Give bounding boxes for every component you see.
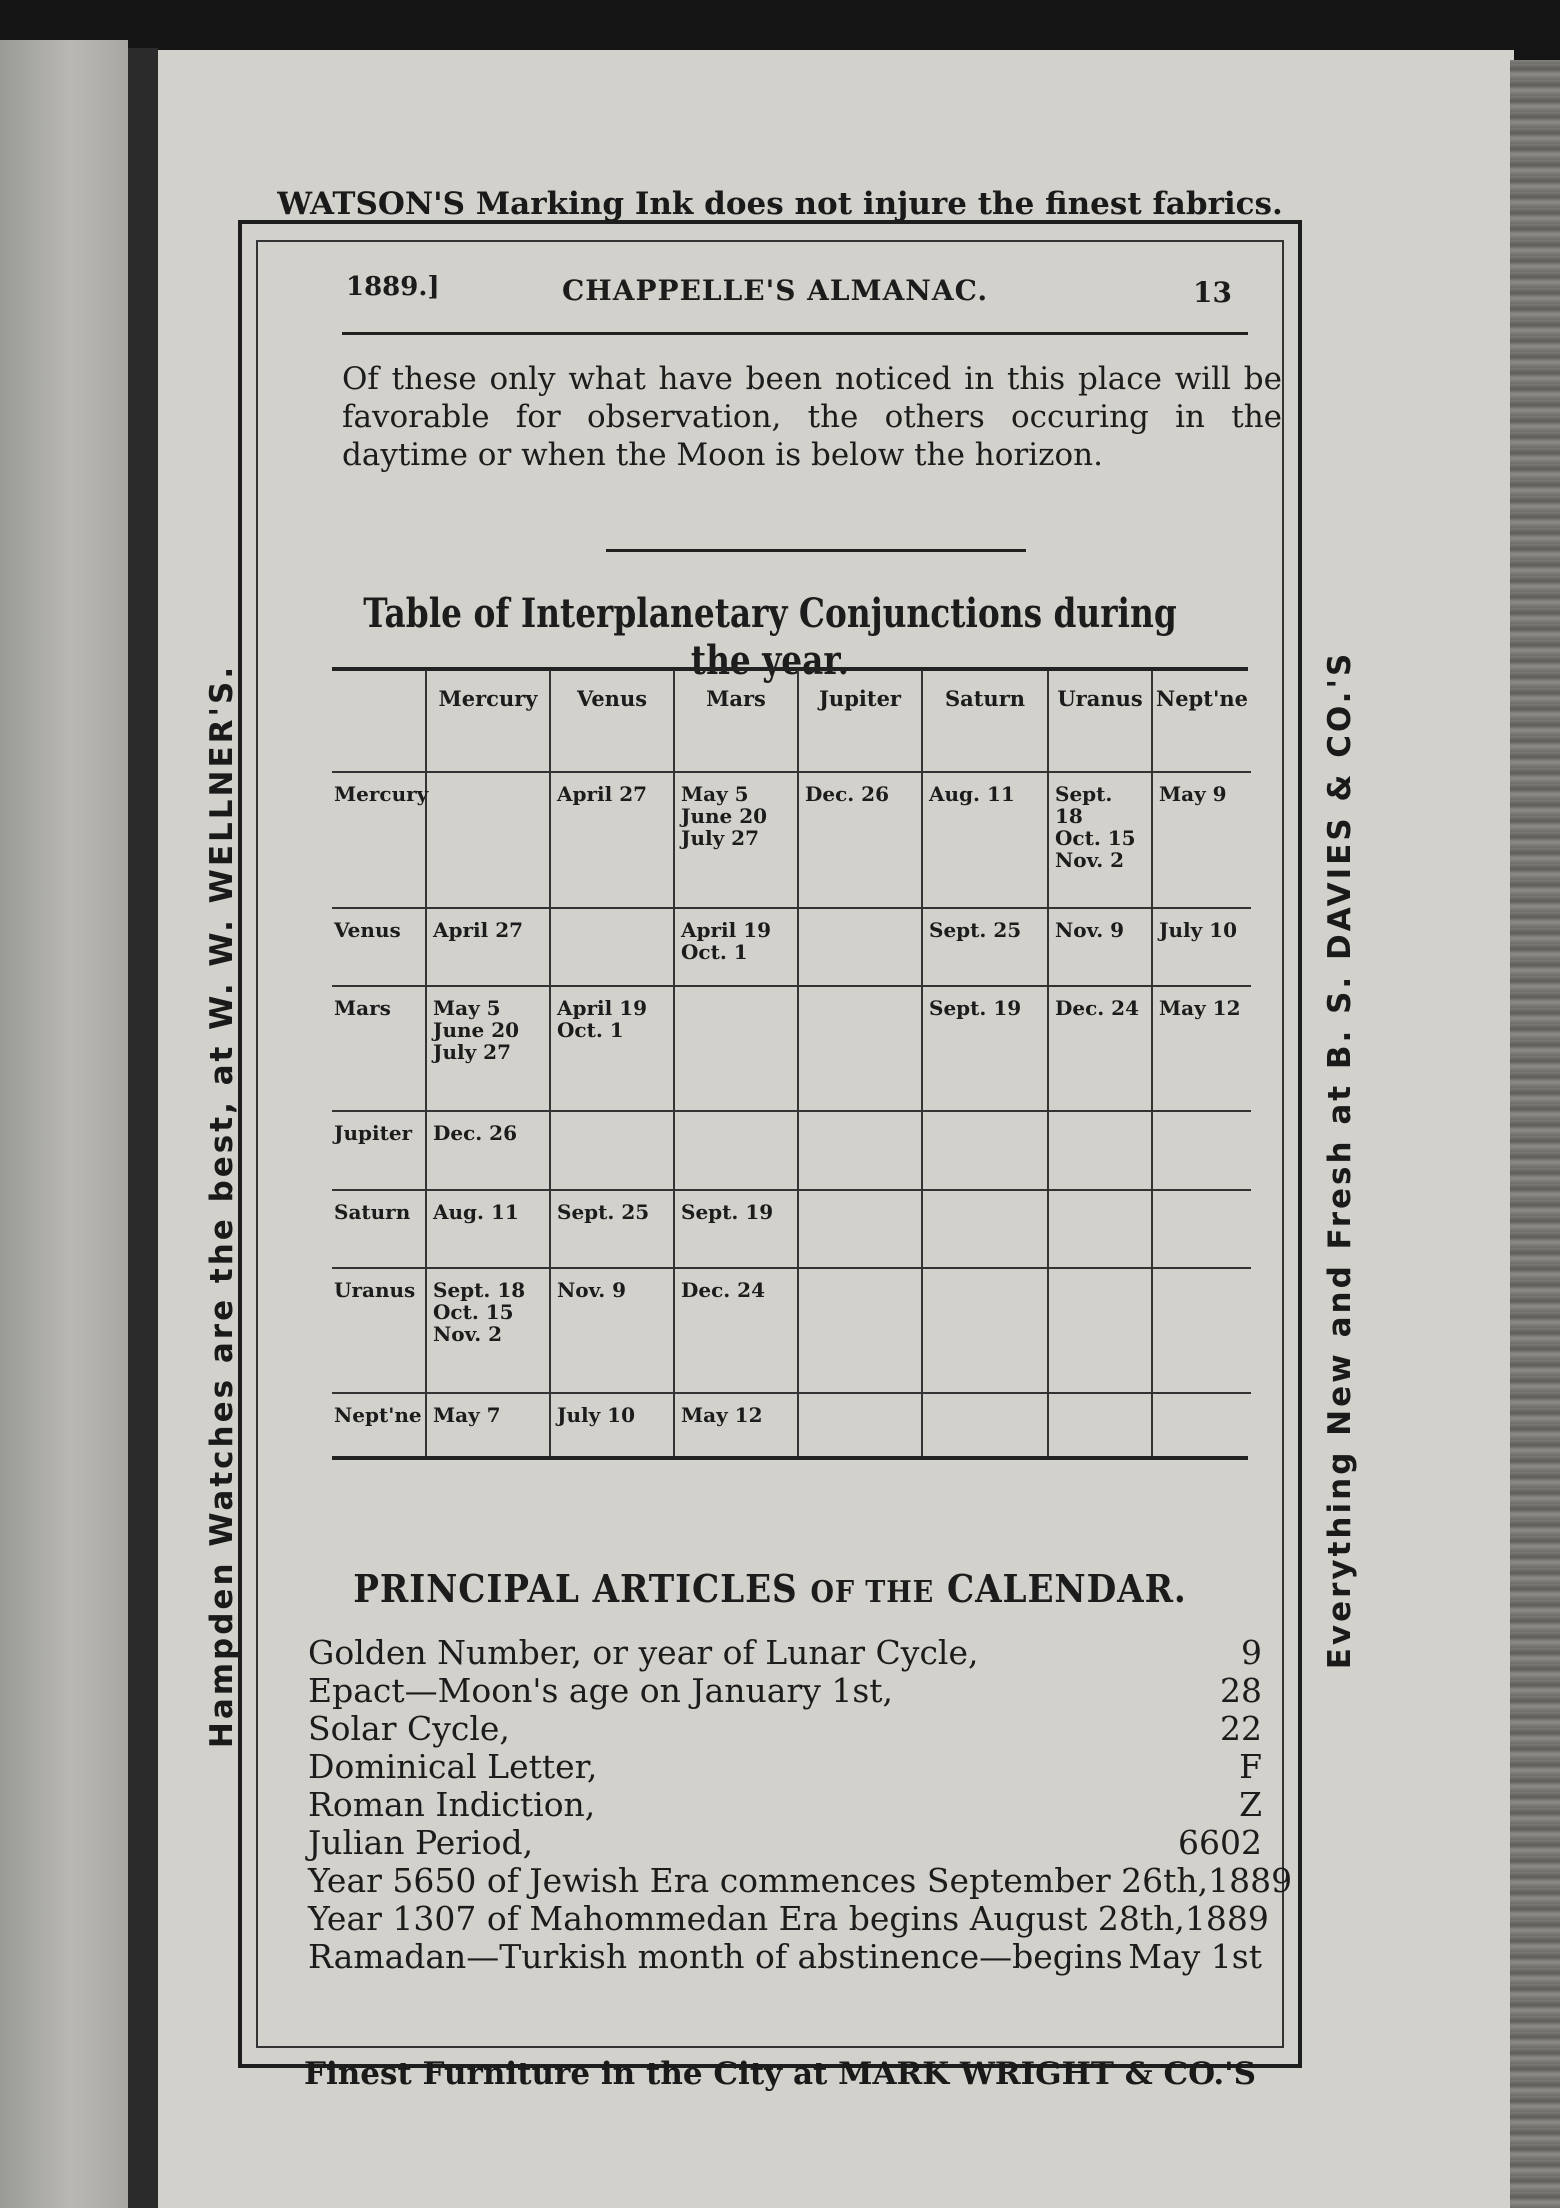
table-cell xyxy=(1048,1393,1152,1456)
header-title: CHAPPELLE'S ALMANAC. xyxy=(562,274,989,307)
table-cell: Dec. 24 xyxy=(1048,986,1152,1111)
table-cell: Aug. 11 xyxy=(426,1190,550,1268)
table-cell: May 9 xyxy=(1152,772,1251,908)
table-cell xyxy=(798,1268,922,1393)
table-cell: May 12 xyxy=(1152,986,1251,1111)
table-cell: Nov. 9 xyxy=(550,1268,674,1393)
table-cell xyxy=(1152,1268,1251,1393)
article-value: F xyxy=(1239,1747,1262,1786)
section-divider xyxy=(606,549,1026,552)
table-cell xyxy=(674,986,798,1111)
table-cell: May 7 xyxy=(426,1393,550,1456)
row-header: Nept'ne xyxy=(334,1403,422,1428)
top-advertisement: WATSON'S Marking Ink does not injure the finest fabrics. xyxy=(277,186,1283,222)
adjacent-page-edge xyxy=(0,40,128,2208)
table-cell xyxy=(798,1190,922,1268)
article-label: Golden Number, or year of Lunar Cycle, xyxy=(308,1633,979,1672)
page-edge-texture xyxy=(1510,60,1560,2208)
conjunctions-table xyxy=(332,670,1251,1456)
row-header: Uranus xyxy=(332,1268,426,1393)
table-row xyxy=(332,1393,1251,1456)
table-cell: July 10 xyxy=(1152,908,1251,986)
table-cell xyxy=(550,1111,674,1189)
row-header: Mars xyxy=(332,986,426,1111)
table-row xyxy=(332,908,1251,986)
table-row xyxy=(332,1111,1251,1189)
article-row xyxy=(308,1938,1262,1976)
header-rule xyxy=(342,332,1248,335)
table-cell xyxy=(1152,1393,1251,1456)
article-row xyxy=(308,1899,1269,1938)
article-row xyxy=(308,1710,1262,1748)
left-side-advertisement: Hampden Watches are the best, at W. W. WELLNER'S. xyxy=(204,663,240,1749)
article-value: 6602 xyxy=(1178,1823,1262,1862)
table-cell xyxy=(1048,1268,1152,1393)
table-cell: Sept. 19 xyxy=(922,986,1048,1111)
bottom-advertisement: Finest Furniture in the City at MARK WRIGHT & CO.'S xyxy=(303,2056,1257,2092)
table-row xyxy=(332,772,1251,908)
table-cell: Sept. 18 Oct. 15 Nov. 2 xyxy=(1048,772,1152,908)
table-cell: Dec. 24 xyxy=(674,1268,798,1393)
right-side-advertisement: Everything New and Fresh at B. S. DAVIES & CO.'S xyxy=(1322,650,1358,1670)
article-value: 1889 xyxy=(1184,1899,1269,1938)
table-cell xyxy=(922,1393,1048,1456)
article-label: Solar Cycle, xyxy=(308,1709,510,1748)
binding-shadow xyxy=(128,48,158,2208)
table-cell: Sept. 19 xyxy=(674,1190,798,1268)
articles-title-part: OF THE xyxy=(810,1575,935,1610)
table-cell: Sept. 18 Oct. 15 Nov. 2 xyxy=(426,1268,550,1393)
article-value: Z xyxy=(1239,1785,1262,1824)
header-year: 1889.] xyxy=(346,272,440,302)
article-label: Ramadan—Turkish month of abstinence—begins xyxy=(308,1937,1123,1976)
article-value: 28 xyxy=(1220,1671,1262,1710)
table-bottom-rule xyxy=(332,1456,1248,1460)
page-number: 13 xyxy=(1193,276,1232,309)
article-value: 9 xyxy=(1241,1633,1262,1672)
article-label: Julian Period, xyxy=(308,1823,534,1862)
article-value: 1889 xyxy=(1208,1861,1293,1900)
content-frame xyxy=(238,220,1302,2068)
row-header: Venus xyxy=(332,908,426,986)
articles-title xyxy=(295,1566,1245,1611)
table-cell: Dec. 26 xyxy=(798,772,922,908)
articles-title-part: PRINCIPAL ARTICLES xyxy=(353,1566,798,1611)
intro-paragraph: Of these only what have been noticed in this place will be favorable for observation, the others occuring in the daytime or when the Moon is below the horizon. xyxy=(342,361,1282,473)
table-cell xyxy=(798,986,922,1111)
article-row xyxy=(308,1748,1262,1786)
row-header: Mercury xyxy=(332,772,426,908)
column-header: Nept'ne xyxy=(1152,670,1251,772)
article-value: May 1st xyxy=(1128,1937,1262,1976)
article-value: 22 xyxy=(1220,1709,1262,1748)
table-cell xyxy=(798,1111,922,1189)
article-label: Year 5650 of Jewish Era commences September 26th, xyxy=(308,1861,1209,1900)
table-cell: May 5 June 20 July 27 xyxy=(426,986,550,1111)
row-header: Saturn xyxy=(332,1190,426,1268)
table-cell: May 12 xyxy=(674,1393,798,1456)
column-header xyxy=(332,670,426,772)
table-cell: Nov. 9 xyxy=(1048,908,1152,986)
article-row xyxy=(308,1824,1262,1862)
conjunctions-table-title: Table of Interplanetary Conjunctions during the year. xyxy=(363,590,1177,684)
column-header: Saturn xyxy=(922,670,1048,772)
articles-list xyxy=(308,1633,1293,1976)
table-cell: April 19 Oct. 1 xyxy=(674,908,798,986)
table-row xyxy=(332,986,1251,1111)
table-cell: May 5 June 20 July 27 xyxy=(674,772,798,908)
table-cell xyxy=(426,772,550,908)
table-row xyxy=(332,1190,1251,1268)
table-cell xyxy=(922,1111,1048,1189)
table-header-row xyxy=(332,670,1251,772)
table-cell: April 27 xyxy=(550,772,674,908)
table-cell xyxy=(674,1111,798,1189)
row-header: Jupiter xyxy=(332,1111,426,1189)
table-cell xyxy=(1152,1190,1251,1268)
column-header: Uranus xyxy=(1048,670,1152,772)
table-cell: Dec. 26 xyxy=(426,1111,550,1189)
column-header: Mercury xyxy=(426,670,550,772)
table-cell: Sept. 25 xyxy=(922,908,1048,986)
article-row xyxy=(308,1672,1262,1710)
article-label: Epact—Moon's age on January 1st, xyxy=(308,1671,894,1710)
article-row xyxy=(308,1786,1262,1824)
table-cell: April 27 xyxy=(426,908,550,986)
table-cell xyxy=(922,1268,1048,1393)
table-cell xyxy=(1152,1111,1251,1189)
table-cell xyxy=(1048,1111,1152,1189)
article-label: Roman Indiction, xyxy=(308,1785,596,1824)
table-cell: July 10 xyxy=(550,1393,674,1456)
table-cell xyxy=(922,1190,1048,1268)
table-cell: April 19 Oct. 1 xyxy=(550,986,674,1111)
table-cell xyxy=(798,908,922,986)
table-row xyxy=(332,1268,1251,1393)
table-cell: Aug. 11 xyxy=(922,772,1048,908)
article-row xyxy=(308,1634,1262,1672)
table-cell xyxy=(798,1393,922,1456)
article-row xyxy=(308,1861,1293,1900)
table-cell xyxy=(1048,1190,1152,1268)
table-cell xyxy=(550,908,674,986)
article-label: Year 1307 of Mahommedan Era begins August 28th, xyxy=(308,1899,1185,1938)
column-header: Jupiter xyxy=(798,670,922,772)
article-label: Dominical Letter, xyxy=(308,1747,598,1786)
table-cell: Sept. 25 xyxy=(550,1190,674,1268)
column-header: Mars xyxy=(674,670,798,772)
table-body xyxy=(332,772,1251,1456)
articles-title-part: CALENDAR. xyxy=(946,1566,1187,1611)
column-header: Venus xyxy=(550,670,674,772)
